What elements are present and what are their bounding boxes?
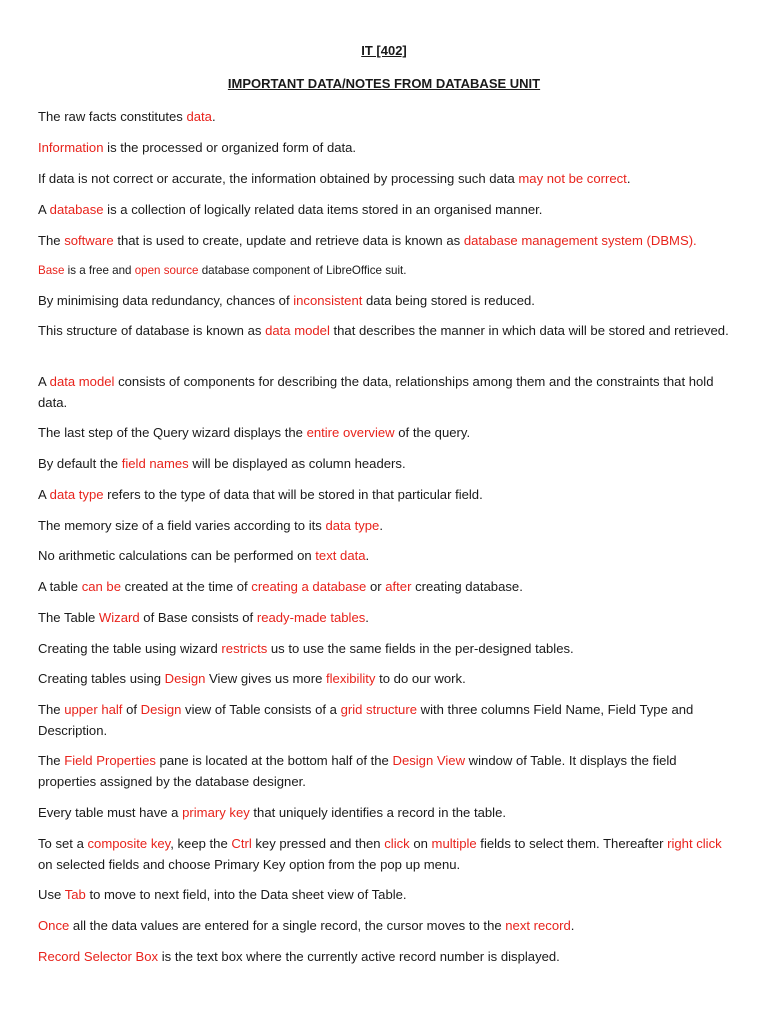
note-text: will be displayed as column headers. — [188, 456, 406, 471]
note-text: window of Table. It displays the field properties assigned by the database designer. — [38, 753, 677, 789]
highlighted-term: restricts — [221, 641, 268, 656]
note-text: on — [409, 836, 432, 851]
highlighted-term: creating a database — [251, 579, 367, 594]
highlighted-term: ready-made tables — [256, 610, 366, 625]
note-text: Creating the table using wizard — [38, 641, 222, 656]
note-text: The Table — [38, 610, 99, 625]
note-text: of the query. — [394, 425, 471, 440]
highlighted-term: upper half — [64, 702, 123, 717]
note-text: on selected fields and choose Primary Key option from the pop up menu. — [38, 857, 461, 872]
note-text: with three columns Field Name, Field Type and Description. — [38, 702, 694, 738]
note-text: Creating tables using — [38, 671, 165, 686]
note-paragraph — [38, 638, 734, 659]
highlighted-term: grid structure — [340, 702, 417, 717]
note-text: to move to next field, into the Data sheet view of Table. — [85, 887, 407, 902]
note-text: of — [122, 702, 141, 717]
note-text: . — [211, 109, 216, 124]
highlighted-term: data — [186, 109, 212, 124]
note-text: . — [379, 518, 383, 533]
document-title: IT [402] — [361, 43, 407, 58]
note-text: data being stored is reduced. — [362, 293, 535, 308]
note-paragraph — [38, 230, 734, 251]
note-paragraph — [38, 290, 734, 311]
note-text: A — [38, 487, 50, 502]
note-text: all the data values are entered for a single record, the cursor moves to the — [69, 918, 506, 933]
note-paragraph — [38, 199, 734, 220]
highlighted-term: database — [49, 202, 104, 217]
highlighted-term: Information — [38, 140, 104, 155]
note-paragraph — [38, 106, 734, 127]
note-text: or — [366, 579, 386, 594]
note-text: A — [38, 202, 50, 217]
note-text: Every table must have a — [38, 805, 183, 820]
highlighted-term: flexibility — [325, 671, 376, 686]
note-text: The memory size of a field varies according to its — [38, 518, 326, 533]
note-text: is the text box where the currently active record number is displayed. — [158, 949, 560, 964]
highlighted-term: Once — [38, 918, 70, 933]
note-text: fields to select them. Thereafter — [476, 836, 668, 851]
note-paragraph — [38, 545, 734, 566]
note-text: creating database. — [411, 579, 523, 594]
highlighted-term: may not be correct — [518, 171, 627, 186]
note-text: database component of LibreOffice suit. — [198, 264, 407, 277]
highlighted-term: field names — [121, 456, 189, 471]
note-text: Use — [38, 887, 65, 902]
note-paragraph — [38, 884, 734, 905]
highlighted-term: Field Properties — [64, 753, 156, 768]
highlighted-term: can be — [81, 579, 122, 594]
note-text: . — [570, 918, 575, 933]
note-text: The — [38, 233, 65, 248]
note-text: No arithmetic calculations can be performed on — [38, 548, 316, 563]
note-text: us to use the same fields in the per-designed tables. — [267, 641, 574, 656]
note-paragraph — [38, 699, 734, 741]
highlighted-term: Tab — [64, 887, 86, 902]
highlighted-term: after — [385, 579, 412, 594]
note-paragraph — [38, 576, 734, 597]
note-text: , keep the — [170, 836, 232, 851]
note-text: View gives us more — [205, 671, 326, 686]
highlighted-term: entire overview — [306, 425, 395, 440]
note-paragraph — [38, 515, 734, 536]
note-text: is the processed or organized form of data. — [103, 140, 357, 155]
highlighted-term: text data — [315, 548, 366, 563]
note-text: pane is located at the bottom half of the — [155, 753, 393, 768]
note-text: The raw facts constitutes — [38, 109, 187, 124]
note-paragraph — [38, 946, 734, 967]
note-paragraph — [38, 168, 734, 189]
note-paragraph — [38, 833, 734, 875]
note-paragraph — [38, 750, 734, 792]
note-text: key pressed and then — [251, 836, 385, 851]
highlighted-term: Design View — [392, 753, 466, 768]
note-text: A table — [38, 579, 82, 594]
highlighted-term: data type — [49, 487, 104, 502]
note-text: that uniquely identifies a record in the table. — [249, 805, 506, 820]
note-text: is a collection of logically related data items stored in an organised manner. — [103, 202, 543, 217]
note-text: To set a — [38, 836, 88, 851]
highlighted-term: Base — [38, 264, 65, 277]
note-paragraph — [38, 484, 734, 505]
highlighted-term: right click — [667, 836, 722, 851]
note-text: The — [38, 702, 65, 717]
note-text: . — [626, 171, 631, 186]
highlighted-term: composite key — [87, 836, 171, 851]
note-text: created at the time of — [121, 579, 252, 594]
note-text: This structure of database is known as — [38, 323, 266, 338]
note-paragraph — [38, 137, 734, 158]
highlighted-term: click — [384, 836, 410, 851]
note-paragraph — [38, 260, 734, 281]
highlighted-term: data model — [265, 323, 330, 338]
note-paragraph — [38, 320, 734, 341]
highlighted-term: database management system (DBMS). — [463, 233, 697, 248]
highlighted-term: Design — [164, 671, 206, 686]
highlighted-term: software — [64, 233, 114, 248]
highlighted-term: Ctrl — [231, 836, 252, 851]
note-text: The — [38, 753, 65, 768]
note-text: that is used to create, update and retrieve data is known as — [113, 233, 464, 248]
highlighted-term: next record — [505, 918, 571, 933]
note-text: of Base consists of — [139, 610, 257, 625]
highlighted-term: multiple — [431, 836, 477, 851]
note-paragraph — [38, 668, 734, 689]
note-paragraph — [38, 371, 734, 413]
highlighted-term: Design — [140, 702, 182, 717]
note-paragraph — [38, 802, 734, 823]
note-text: If data is not correct or accurate, the information obtained by processing such data — [38, 171, 519, 186]
note-text: The last step of the Query wizard displays the — [38, 425, 307, 440]
highlighted-term: Wizard — [98, 610, 140, 625]
note-text: . — [365, 548, 370, 563]
note-paragraph — [38, 453, 734, 474]
note-text: By minimising data redundancy, chances of — [38, 293, 294, 308]
note-paragraph — [38, 422, 734, 443]
highlighted-term: data model — [49, 374, 115, 389]
document-subtitle: IMPORTANT DATA/NOTES FROM DATABASE UNIT — [227, 76, 541, 91]
note-text: that describes the manner in which data will be stored and retrieved. — [329, 323, 729, 338]
note-text: . — [365, 610, 369, 625]
highlighted-term: inconsistent — [293, 293, 363, 308]
note-text: consists of components for describing the data, relationships among them and the constraints that hold data. — [38, 374, 714, 410]
note-text: view of Table consists of a — [181, 702, 341, 717]
note-paragraph — [38, 915, 734, 936]
note-text: refers to the type of data that will be stored in that particular field. — [103, 487, 483, 502]
highlighted-term: primary key — [182, 805, 250, 820]
highlighted-term: open source — [134, 264, 199, 277]
note-text: A — [38, 374, 50, 389]
note-paragraph — [38, 607, 734, 628]
note-text: By default the — [38, 456, 122, 471]
note-text: is a free and — [64, 264, 135, 277]
highlighted-term: Record Selector Box — [38, 949, 159, 964]
note-text: to do our work. — [375, 671, 466, 686]
highlighted-term: data type — [325, 518, 380, 533]
